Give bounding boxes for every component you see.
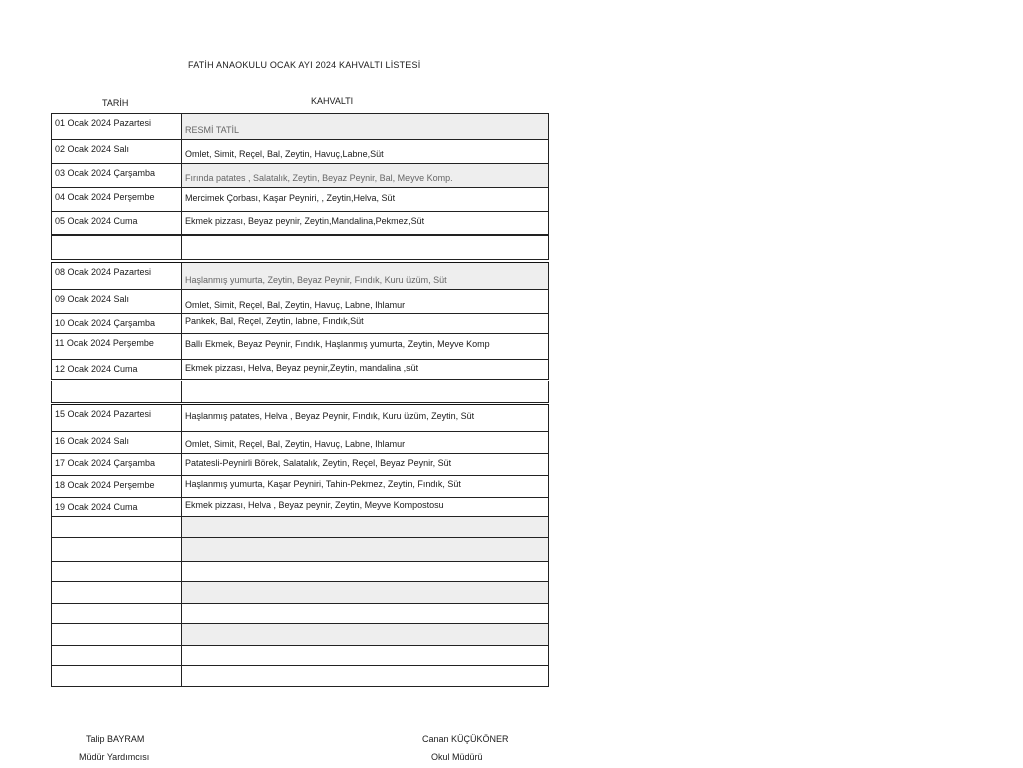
menu-items: RESMİ TATİL [185,125,240,135]
date-cell [51,212,182,234]
date-label: 04 Ocak 2024 Perşembe [55,192,155,202]
menu-cell [182,538,549,561]
date-label: 17 Ocak 2024 Çarşamba [55,458,156,468]
table-row [51,453,549,475]
menu-cell [182,164,549,187]
menu-cell [182,314,549,333]
menu-items: Omlet, Simit, Reçel, Bal, Zeytin, Havuç,Labne,Süt [185,149,384,159]
table-row-empty [51,516,549,537]
menu-items: Haşlanmış yumurta, Kaşar Peyniri, Tahin-Pekmez, Zeytin, Fındık, Süt [185,479,461,489]
menu-items: Fırında patates , Salatalık, Zeytin, Beyaz Peynir, Bal, Meyve Komp. [185,173,453,183]
date-label: 09 Ocak 2024 Salı [55,294,130,304]
date-label: 05 Ocak 2024 Cuma [55,216,138,226]
menu-items: Haşlanmış patates, Helva , Beyaz Peynir, Fındık, Kuru üzüm, Zeytin, Süt [185,411,475,421]
date-cell [51,646,182,665]
date-label: 01 Ocak 2024 Pazartesi [55,118,152,128]
date-label: 18 Ocak 2024 Perşembe [55,480,155,490]
date-cell [51,538,182,561]
date-cell [51,360,182,379]
menu-cell [182,666,549,686]
menu-cell [182,114,549,139]
date-cell [51,290,182,313]
document-title: FATİH ANAOKULU OCAK AYI 2024 KAHVALTI LİSTESİ [188,60,421,70]
date-cell [51,432,182,453]
date-cell [51,188,182,211]
table-row [51,262,549,289]
menu-items: Ekmek pizzası, Helva, Beyaz peynir,Zeytin, mandalina ,süt [185,363,419,373]
menu-cell [182,624,549,645]
menu-cell [182,432,549,453]
table-row [51,313,549,333]
date-cell [51,140,182,163]
menu-cell [182,381,549,402]
menu-items: Ballı Ekmek, Beyaz Peynir, Fındık, Haşlanmış yumurta, Zeytin, Meyve Komp [185,339,490,349]
menu-cell [182,360,549,379]
table-row-empty [51,235,549,260]
date-label: 12 Ocak 2024 Cuma [55,364,138,374]
table-row-empty [51,645,549,665]
date-cell [51,164,182,187]
vice-principal-name: Talip BAYRAM [86,734,145,744]
date-cell [51,334,182,359]
menu-items: Haşlanmış yumurta, Zeytin, Beyaz Peynir, Fındık, Kuru üzüm, Süt [185,275,447,285]
principal-title: Okul Müdürü [431,752,483,762]
table-row-empty [51,665,549,687]
date-cell [51,263,182,289]
table-row [51,289,549,313]
date-label: 08 Ocak 2024 Pazartesi [55,267,152,277]
column-header-date: TARİH [102,98,129,108]
date-cell [51,604,182,623]
menu-items: Omlet, Simit, Reçel, Bal, Zeytin, Havuç, Labne, Ihlamur [185,439,406,449]
menu-items: Mercimek Çorbası, Kaşar Peyniri, , Zeytin,Helva, Süt [185,193,396,203]
date-cell [51,582,182,603]
date-cell [51,624,182,645]
table-row [51,404,549,431]
date-label: 19 Ocak 2024 Cuma [55,502,138,512]
menu-cell [182,582,549,603]
menu-items: Patatesli-Peynirli Börek, Salatalık, Zeytin, Reçel, Beyaz Peynir, Süt [185,458,452,468]
menu-cell [182,140,549,163]
menu-cell [182,236,549,259]
table-row [51,497,549,516]
table-row [51,359,549,380]
menu-cell [182,646,549,665]
date-label: 02 Ocak 2024 Salı [55,144,130,154]
table-row [51,163,549,187]
table-row [51,187,549,211]
table-row [51,475,549,497]
date-label: 15 Ocak 2024 Pazartesi [55,409,152,419]
menu-items: Ekmek pizzası, Helva , Beyaz peynir, Zeytin, Meyve Kompostosu [185,500,444,510]
menu-cell [182,454,549,475]
date-cell [51,517,182,537]
table-row-empty [51,561,549,581]
table-row-empty [51,581,549,603]
date-cell [51,562,182,581]
principal-name: Canan KÜÇÜKÖNER [422,734,509,744]
date-cell [51,114,182,139]
date-cell [51,454,182,475]
menu-cell [182,263,549,289]
date-cell [51,314,182,333]
table-row [51,431,549,453]
menu-items: Pankek, Bal, Reçel, Zeytin, labne, Fındık,Süt [185,316,364,326]
vice-principal-title: Müdür Yardımcısı [79,752,150,762]
menu-cell [182,517,549,537]
menu-cell [182,604,549,623]
menu-items: Omlet, Simit, Reçel, Bal, Zeytin, Havuç, Labne, Ihlamur [185,300,406,310]
menu-cell [182,498,549,516]
date-label: 16 Ocak 2024 Salı [55,436,130,446]
date-cell [51,476,182,497]
date-cell [51,405,182,431]
date-label: 11 Ocak 2024 Perşembe [55,338,154,348]
table-row-empty [51,603,549,623]
menu-cell [182,405,549,431]
menu-items: Ekmek pizzası, Beyaz peynir, Zeytin,Mandalina,Pekmez,Süt [185,216,425,226]
table-row [51,113,549,139]
table-row-empty [51,537,549,561]
menu-cell [182,290,549,313]
table-row [51,211,549,235]
date-label: 03 Ocak 2024 Çarşamba [55,168,156,178]
table-row [51,333,549,359]
table-row [51,139,549,163]
menu-cell [182,188,549,211]
table-row-empty [51,381,549,403]
menu-cell [182,334,549,359]
date-cell [51,236,182,259]
menu-cell [182,562,549,581]
date-label: 10 Ocak 2024 Çarşamba [55,318,156,328]
column-header-breakfast: KAHVALTI [311,96,354,106]
menu-cell [182,212,549,234]
date-cell [51,498,182,516]
menu-cell [182,476,549,497]
table-row-empty [51,623,549,645]
date-cell [51,381,182,402]
date-cell [51,666,182,686]
